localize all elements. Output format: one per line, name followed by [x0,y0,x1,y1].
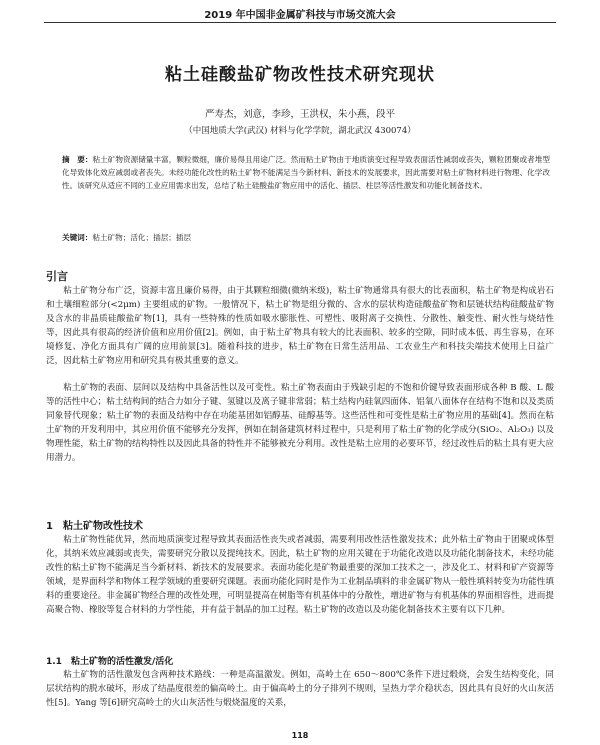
intro-paragraph-2: 粘土矿物的表面、层间以及结构中具备活性以及可变性。粘土矿物表面由于残缺引起的不饱和价键导致表面形成各种 B 酸、L 酸等的活性中心；粘土结构间的结合力如分子键、氢键以及离子键非常弱；粘土结构内硅氧四面体、铝氧八面体存在结构不饱和以及类质同象替代现象；粘土矿物的表面及结构中存在功能基团如铝醇基、硅醇基等。这些活性和可变性是粘土矿物应用的基础[4]。然而在粘土矿物的开发利用中，其应用价值不能够充分发挥，例如在制备建筑材料过程中，只是利用了粘土矿物的化学成分(SiO₂、Al₂O₃) 以及物理性能，粘土矿物的结构特性以及因此具备的特性并不能够被充分利用。改性是粘土应用的必要环节，经过改性后的粘土具有更大应用潜力。 [46,383,554,464]
header-rule [44,22,556,23]
authors: 严寿杰，刘意，李珍，王洪权，朱小燕，段平 [204,109,395,120]
section-1-heading: 1 粘土矿物改性技术 [46,521,143,532]
abstract-text: 粘土矿物资源储量丰富，颗粒微细，廉价易得且用途广泛。然而粘土矿物由于地质演变过程导致表面活性减弱或丧失，颗粒团聚或者堆型化导致体化效应减弱或者丧失。未经功能化改性的粘土矿物不能满足当今新材料、新技术的发展要求，因此需要对粘土矿物材料进行物理、化学改性。该研究从适应不同的工业应用需求出发，总结了粘土硅酸盐矿物应用中的活化、插层、柱层等活性激发和功能化制备技术。 [62,155,551,191]
intro-paragraph-1: 粘土矿物分布广泛，资源丰富且廉价易得，由于其颗粒细微(微纳米级)，粘土矿物通常具有很大的比表面积，粘土矿物是构成岩石和土壤细粒部分(<2μm) 主要组成的矿物。一般情况下，粘土矿物是组分微的、含水的层状构造硅酸盐矿物和层链状结构硅酸盐矿物及含水的非晶质硅酸盐矿物[1]，具有一些特殊的性质如吸水膨胀性、可塑性、吸附离子交换性、分散性、触变性、耐火性与烧结性等，因此具有很高的经济价值和应用价值[2]。例如，由于粘土矿物具有较大的比表面积、较多的空隙，同时成本低、再生容易，在环境修复、净化方面具有广阔的应用前景[3]。随着科技的进步，粘土矿物在日常生活用品、工农业生产和科技尖端技术使用上日益广泛，因此粘土矿物应用和研究具有极其重要的意义。 [46,286,554,367]
abstract-label: 摘 要： [62,155,93,164]
intro-heading: 引言 [46,270,68,283]
running-header: 2019 年中国非金属矿科技与市场交流大会 [204,10,396,21]
section-1-1-paragraph: 粘土矿物的活性激发包含两种技术路线：一种是高温激发。例如，高岭土在 650～800℃条件下进过煅烧，会发生结构变化，同层状结构的脱水破坏，形成了结晶度很差的偏高岭土。由于偏高岭土的分子排列不规则，呈热力学介稳状态，因此具有良好的火山灰活性[5]。Yang 等[6]研究高岭土的火山灰活性与煅烧温度的关系， [46,670,554,709]
section-1-paragraph: 粘土矿物性能优异，然而地质演变过程导致其表面活性丧失或者减弱，需要利用改性活性激发技术；此外粘土矿物由于团聚或体型化，其纳米效应减弱或丧失，需要研究分散以及提纯技术。因此，粘土矿物的应用关键在于功能化改造以及功能化制备技术，未经功能改性的粘土矿物不能满足当今新材料、新技术的发展要求。表面功能化是矿物最重要的深加工技术之一，涉及化工、材料和矿产资源等领域，是界面科学和物体工程学领域的重要研究课题。表面功能化同时是作为工业制品填料的非金属矿物从一般性填料转变为功能性填料的重要途径。非金属矿物经合理的改性处理，可明显提高在树脂等有机基体中的分散性，增进矿物与有机基体的界面相容性，进而提高聚合物、橡胶等复合材料的力学性能，并有益于制品的加工过程。粘土矿物的改造以及功能化制备技术主要有以下几种。 [46,535,554,616]
section-1-1-heading: 1.1 粘土矿物的活性激发/活化 [46,657,174,667]
paper-title: 粘土硅酸盐矿物改性技术研究现状 [165,65,435,85]
keywords-text: 粘土矿物；活化；插层；插层 [92,233,192,242]
keywords [62,232,550,243]
page-number: 118 [291,731,309,740]
keywords-label: 关键词： [62,233,93,242]
affiliation: （中国地质大学(武汉) 材料与化学学院，湖北武汉 430074） [184,126,416,136]
abstract [62,153,550,193]
